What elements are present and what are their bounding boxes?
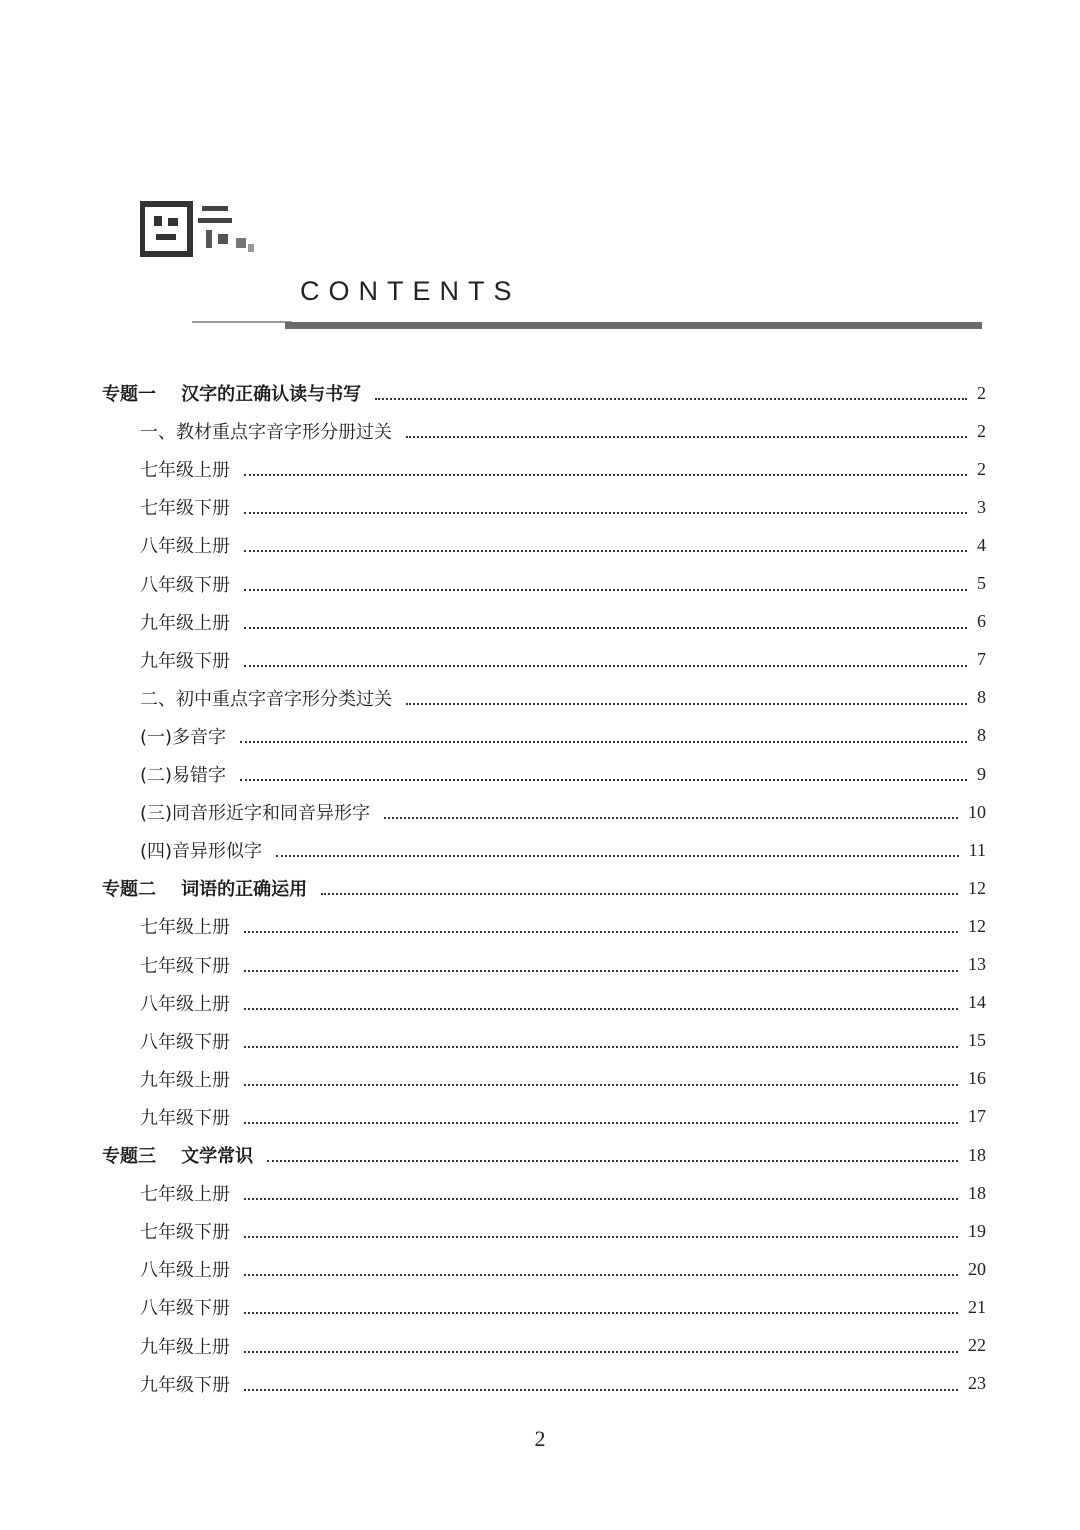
toc-entry-label: 九年级上册 bbox=[140, 1069, 230, 1091]
toc-dot-leader bbox=[244, 550, 967, 552]
toc-entry-label: 九年级下册 bbox=[140, 650, 230, 672]
toc-entry-label: 七年级上册 bbox=[140, 917, 230, 939]
toc-dot-leader bbox=[406, 703, 967, 705]
page-number: 2 bbox=[534, 1426, 546, 1451]
toc-entry-page: 3 bbox=[977, 496, 986, 517]
toc-entry[interactable] bbox=[140, 759, 986, 789]
toc-entry-page: 17 bbox=[968, 1106, 986, 1127]
toc-dot-leader bbox=[244, 1236, 958, 1238]
toc-entry[interactable] bbox=[140, 1064, 986, 1094]
toc-entry[interactable] bbox=[140, 530, 986, 560]
toc-entry-page: 2 bbox=[977, 420, 986, 441]
toc-entry[interactable] bbox=[140, 569, 986, 599]
toc-entry-label: 八年级下册 bbox=[140, 574, 230, 596]
toc-entry[interactable] bbox=[140, 950, 986, 980]
toc-entry-page: 4 bbox=[977, 534, 986, 555]
contents-logo-icon bbox=[140, 200, 260, 260]
toc-entry[interactable] bbox=[140, 911, 986, 941]
toc-dot-leader bbox=[244, 1312, 958, 1314]
toc-entry-label: (一)多音字 bbox=[140, 726, 227, 748]
toc-entry-page: 10 bbox=[968, 801, 986, 822]
toc-entry-label: 七年级下册 bbox=[140, 955, 230, 977]
toc-entry-page: 9 bbox=[977, 763, 986, 784]
toc-entry[interactable] bbox=[140, 1216, 986, 1246]
header-rule-thin bbox=[192, 321, 292, 323]
toc-entry-page: 11 bbox=[968, 839, 986, 860]
toc-entry-label: 七年级下册 bbox=[140, 498, 230, 520]
header-rule-thick bbox=[285, 322, 982, 329]
toc-entry-label: 七年级上册 bbox=[140, 1184, 230, 1206]
toc-dot-leader bbox=[375, 398, 967, 400]
toc-entry-page: 6 bbox=[977, 611, 986, 632]
toc-entry-page: 18 bbox=[968, 1144, 986, 1165]
toc-dot-leader bbox=[244, 589, 967, 591]
toc-entry-page: 18 bbox=[968, 1182, 986, 1203]
toc-section-entry[interactable] bbox=[102, 873, 986, 903]
toc-dot-leader bbox=[244, 1122, 958, 1124]
toc-entry[interactable] bbox=[140, 1254, 986, 1284]
toc-entry[interactable] bbox=[140, 1178, 986, 1208]
toc-entry-page: 23 bbox=[968, 1373, 986, 1394]
toc-entry-page: 2 bbox=[977, 458, 986, 479]
toc-dot-leader bbox=[244, 1008, 958, 1010]
toc-entry-label: 八年级上册 bbox=[140, 536, 230, 558]
toc-entry-page: 8 bbox=[977, 687, 986, 708]
toc-entry-page: 2 bbox=[977, 382, 986, 403]
toc-entry[interactable] bbox=[140, 1331, 986, 1361]
toc-entry[interactable] bbox=[140, 1292, 986, 1322]
toc-dot-leader bbox=[406, 436, 967, 438]
toc-dot-leader bbox=[244, 1084, 958, 1086]
toc-entry-label: 八年级上册 bbox=[140, 1260, 230, 1282]
toc-entry-label: (三)同音形近字和同音异形字 bbox=[140, 803, 371, 825]
toc-entry-page: 21 bbox=[968, 1296, 986, 1317]
toc-entry-label: 九年级下册 bbox=[140, 1374, 230, 1396]
toc-entry-page: 22 bbox=[968, 1335, 986, 1355]
toc-dot-leader bbox=[384, 817, 958, 819]
toc-dot-leader bbox=[244, 1274, 958, 1276]
toc-entry-label: 八年级上册 bbox=[140, 993, 230, 1015]
toc-entry-page: 12 bbox=[968, 877, 986, 898]
toc-dot-leader bbox=[244, 627, 967, 629]
toc-dot-leader bbox=[240, 779, 967, 781]
toc-entry[interactable] bbox=[140, 988, 986, 1018]
toc-entry-label: 九年级下册 bbox=[140, 1107, 230, 1129]
toc-entry-page: 7 bbox=[977, 649, 986, 670]
toc-entry[interactable] bbox=[140, 607, 986, 637]
toc-dot-leader bbox=[244, 665, 967, 667]
toc-entry-label: 专题一 汉字的正确认读与书写 bbox=[102, 384, 362, 405]
toc-dot-leader bbox=[244, 512, 967, 514]
toc-dot-leader bbox=[244, 474, 967, 476]
toc-dot-leader bbox=[244, 931, 958, 933]
toc-entry-label: 九年级上册 bbox=[140, 1336, 230, 1358]
toc-dot-leader bbox=[267, 1160, 958, 1162]
toc-dot-leader bbox=[321, 893, 958, 895]
toc-entry[interactable] bbox=[140, 492, 986, 522]
toc-entry[interactable] bbox=[140, 683, 986, 713]
toc-entry-page: 20 bbox=[968, 1258, 986, 1279]
toc-entry-page: 8 bbox=[977, 725, 986, 746]
toc-dot-leader bbox=[244, 1351, 958, 1353]
toc-entry-label: 八年级下册 bbox=[140, 1031, 230, 1053]
toc-dot-leader bbox=[244, 1198, 958, 1200]
toc-entry-page: 19 bbox=[968, 1220, 986, 1241]
toc-entry-label: 七年级上册 bbox=[140, 460, 230, 482]
toc-entry-page: 12 bbox=[968, 915, 986, 936]
toc-dot-leader bbox=[244, 1046, 958, 1048]
toc-entry[interactable] bbox=[140, 454, 986, 484]
toc-dot-leader bbox=[244, 1389, 958, 1391]
toc-entry[interactable] bbox=[140, 721, 986, 751]
toc-entry[interactable] bbox=[140, 645, 986, 675]
toc-entry-page: 15 bbox=[968, 1030, 986, 1051]
toc-entry-label: (四)音异形似字 bbox=[140, 841, 263, 863]
toc-entry[interactable] bbox=[140, 1026, 986, 1056]
contents-heading: CONTENTS bbox=[300, 276, 521, 306]
toc-dot-leader bbox=[276, 855, 959, 857]
toc-entry-label: 九年级上册 bbox=[140, 612, 230, 634]
toc-entry-page: 13 bbox=[968, 954, 986, 974]
toc-entry-label: 专题二 词语的正确运用 bbox=[102, 879, 308, 901]
toc-dot-leader bbox=[244, 970, 958, 972]
toc-section-entry[interactable] bbox=[102, 378, 986, 408]
toc-dot-leader bbox=[240, 741, 967, 743]
toc-entry-label: (二)易错字 bbox=[140, 765, 227, 786]
toc-entry[interactable] bbox=[140, 1369, 986, 1399]
toc-entry-page: 5 bbox=[977, 573, 986, 593]
toc-section-entry[interactable] bbox=[102, 1140, 986, 1170]
toc-entry-page: 16 bbox=[968, 1068, 986, 1089]
toc-entry-label: 七年级下册 bbox=[140, 1222, 230, 1244]
toc-entry-label: 八年级下册 bbox=[140, 1298, 230, 1320]
toc-entry[interactable] bbox=[140, 1102, 986, 1132]
toc-entry-label: 二、初中重点字音字形分类过关 bbox=[140, 688, 392, 710]
toc-entry[interactable] bbox=[140, 797, 986, 827]
toc-entry-page: 14 bbox=[968, 992, 986, 1013]
toc-entry-label: 专题三 文学常识 bbox=[102, 1146, 254, 1167]
toc-entry[interactable] bbox=[140, 835, 986, 865]
toc-entry-label: 一、教材重点字音字形分册过关 bbox=[140, 422, 392, 444]
toc-entry[interactable] bbox=[140, 416, 986, 446]
